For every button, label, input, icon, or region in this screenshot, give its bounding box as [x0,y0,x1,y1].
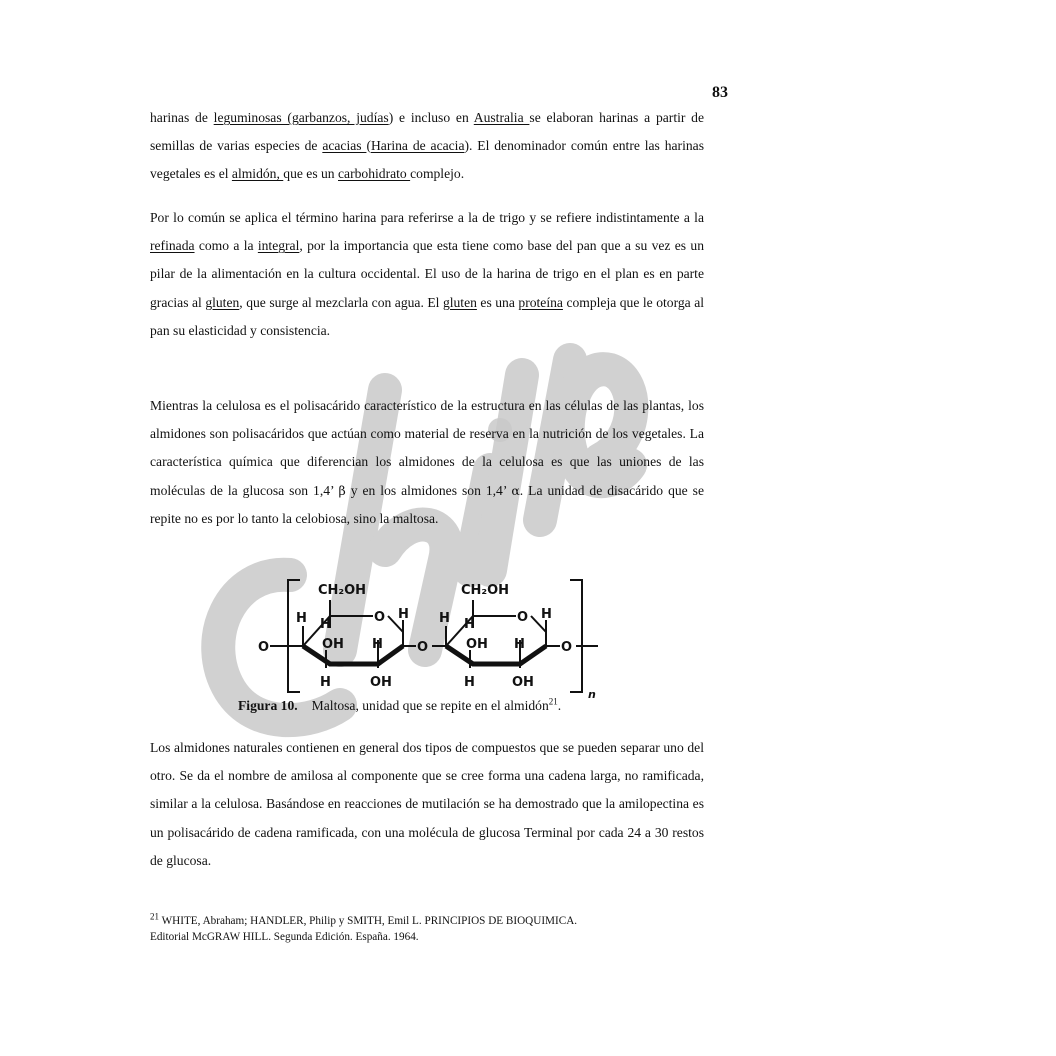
text-run: ( [366,138,371,154]
text-run: complejo. [410,166,465,182]
text-run: es una [476,294,519,310]
label-h-1c: H [398,607,409,622]
footnote-line-2: Editorial McGRAW HILL. Segunda Edición. España. 1964. [150,931,419,943]
link-gluten[interactable]: gluten [205,294,240,310]
figure-label: Figura 10. [238,698,298,713]
label-glycosidic-oxygen: O [417,640,429,655]
link-harina-de-acacia[interactable]: Harina de acacia [370,138,465,154]
text-run: como a la [194,238,258,254]
footnote-text-1: WHITE, Abraham; HANDLER, Philip y SMITH, Emil L. PRINCIPIOS DE BIOQUIMICA. [159,915,578,927]
text-run: . La unidad de disacárido que se repite no es por lo tanto la celobiosa, sino la maltosa. [150,482,704,526]
label-chain-o-right: O [561,640,573,655]
page-number: 83 [712,84,728,101]
figure-caption-text: Maltosa, unidad que se repite en el almidón [311,698,549,713]
label-h-1d: H [372,637,383,652]
text-run: y en los almidones son 1,4’ [345,482,512,498]
label-h-2b: H [464,617,475,632]
label-ch2oh-2: CH₂OH [461,583,510,598]
alpha-symbol: α [511,482,520,498]
link-refinada[interactable]: refinada [150,238,195,254]
paragraph-celulosa [150,392,704,533]
paragraph-harinas [150,104,704,189]
footnote-number: 21 [150,911,159,922]
link-integral[interactable]: integral [257,238,300,254]
beta-symbol: β [338,482,346,498]
link-gluten-2[interactable]: gluten [442,294,477,310]
text-run: compleja que le otorga al pan su elasticidad y consistencia. [150,294,704,338]
label-n-subscript: n [588,688,596,700]
text-run: harinas de [150,110,214,125]
text-run: , por la importancia que esta tiene como base del pan que a su vez es un pilar de la alimentación en la cultura occidental. El uso de la harina de trigo en el plan es en parte gracias al [150,238,704,310]
text-run: ) e incluso en [388,110,474,125]
paragraph-trigo [150,204,704,345]
label-h-2d: H [514,637,525,652]
label-h-2e: H [464,675,475,690]
caption-period: . [557,698,562,713]
link-carbohidrato[interactable]: carbohidrato [338,166,411,182]
label-h-1e: H [320,675,331,690]
link-australia[interactable]: Australia [473,110,530,125]
label-oh-1b: OH [370,675,392,690]
label-ring-oxygen-2: O [517,610,529,625]
label-oh-2b: OH [512,675,534,690]
text-run: Mientras la celulosa es el polisacárido característico de la estructura en las células de las plantas, los almidones son polisacáridos que actúan como material de reserva en la nutrición de los vegetales. La característica química que diferencian los almidones de la celulosa es que las uniones de las moléculas de la glucosa son 1,4’ [150,398,704,498]
text-run: ). El denominador común entre las harinas vegetales es el [150,138,704,182]
label-chain-o-left: O [258,640,270,655]
text-run: , que surge al mezclarla con agua. El [239,294,443,310]
link-leguminosas[interactable]: leguminosas (garbanzos, judías [213,110,389,125]
text-run: que es un [283,166,339,182]
label-oh-2a: OH [466,637,488,652]
figure-caption [238,698,561,714]
label-h-1a: H [296,611,307,626]
footnote-line-1 [150,913,577,929]
label-ch2oh-1: CH₂OH [318,583,367,598]
paragraph-almidones: Los almidones naturales contienen en general dos tipos de compuestos que se pueden separar uno del otro. Se da el nombre de amilosa al componente que se cree forma una cadena larga, no ramificada, similar a la celulosa. Basándose en reacciones de mutilación se ha demostrado que la amilopectina es un polisacárido de cadena ramificada, con una molécula de glucosa Terminal por cada 24 a 30 restos de glucosa. [150,740,704,868]
footnote-reference[interactable]: 21 [548,696,558,707]
label-ring-oxygen-1: O [374,610,386,625]
text-run: se elaboran harinas a partir de semillas de varias especies de [150,110,705,154]
link-acacias[interactable]: acacias [322,138,367,154]
label-oh-1a: OH [322,637,344,652]
label-h-1b: H [320,617,331,632]
label-h-2c: H [541,607,552,622]
text-run: Por lo común se aplica el término harina para referirse a la de trigo y se refiere indistintamente a la [150,210,704,225]
maltose-structure-figure [248,570,608,700]
link-proteina[interactable]: proteína [518,294,563,310]
link-almidon[interactable]: almidón, [231,166,284,182]
label-h-2a: H [439,611,450,626]
footnote [150,913,577,945]
